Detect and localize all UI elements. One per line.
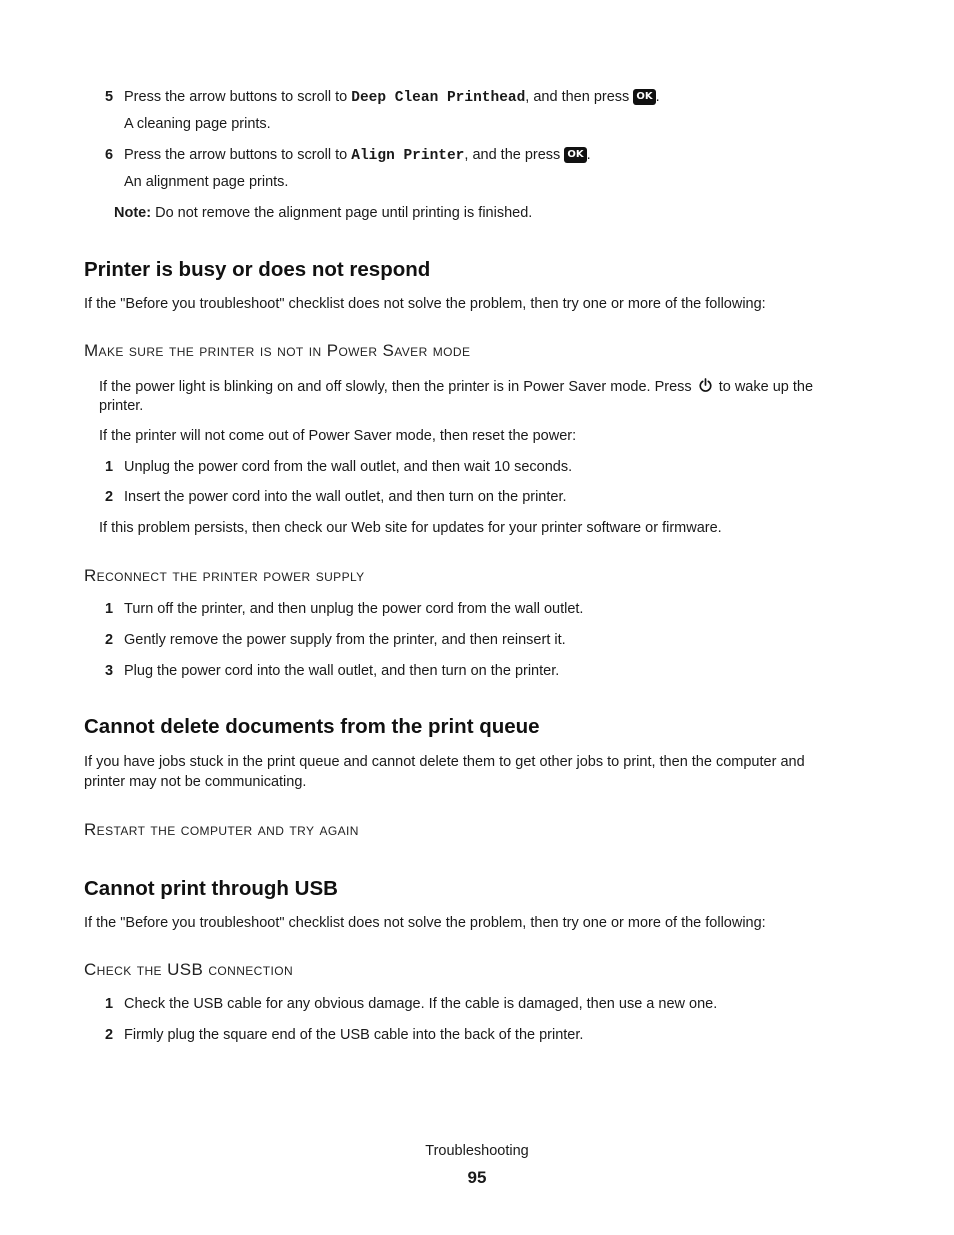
- section-intro: printer may not be communicating.: [84, 774, 307, 790]
- step-number: 5: [105, 89, 114, 105]
- step-6: 6 Press the arrow buttons to scroll to Align Printer, and the press OK .: [105, 147, 591, 164]
- subsection-title: Make sure the printer is not in Power Saver mode: [84, 341, 471, 360]
- power-icon: [698, 378, 713, 393]
- section-intro: If the "Before you troubleshoot" checklist does not solve the problem, then try one or more of the following:: [84, 915, 766, 931]
- menu-option-code: Deep Clean Printhead: [351, 90, 526, 106]
- step-result: An alignment page prints.: [124, 174, 289, 190]
- list-item: [105, 487, 567, 507]
- list-item: [105, 599, 583, 619]
- ok-button-icon: OK: [633, 89, 655, 105]
- step-number: 2: [105, 1027, 114, 1043]
- step-number: 3: [105, 663, 114, 679]
- ok-button-icon: OK: [564, 147, 586, 163]
- step-number: 2: [105, 489, 114, 505]
- step-number: 1: [105, 459, 114, 475]
- step-number: 2: [105, 632, 114, 648]
- note: [114, 203, 532, 223]
- step-text: Turn off the printer, and then unplug the power cord from the wall outlet.: [124, 601, 584, 617]
- section-title: Printer is busy or does not respond: [84, 258, 431, 281]
- subsection-title: Check the USB connection: [84, 960, 294, 979]
- step-text: Plug the power cord into the wall outlet, and then turn on the printer.: [124, 663, 560, 679]
- paragraph: If the power light is blinking on and off slowly, then the printer is in Power Saver mode. Press to wake up the: [99, 379, 814, 395]
- step-number: 6: [105, 147, 114, 163]
- step-result: A cleaning page prints.: [124, 116, 271, 132]
- list-item: [105, 994, 717, 1014]
- list-item: [105, 630, 566, 650]
- section-title: Cannot print through USB: [84, 877, 338, 900]
- section-intro: If you have jobs stuck in the print queue and cannot delete them to get other jobs to print, then the computer and: [84, 754, 805, 770]
- step-text: Insert the power cord into the wall outlet, and then turn on the printer.: [124, 489, 567, 505]
- paragraph: If this problem persists, then check our Web site for updates for your printer software or firmware.: [99, 520, 722, 536]
- step-number: 1: [105, 996, 114, 1012]
- section-title: Cannot delete documents from the print queue: [84, 715, 540, 738]
- list-item: [105, 457, 572, 477]
- step-text: Press the arrow buttons to scroll to: [124, 89, 352, 105]
- step-number: 1: [105, 601, 114, 617]
- step-text: Check the USB cable for any obvious damage. If the cable is damaged, then use a new one.: [124, 996, 718, 1012]
- note-text: Do not remove the alignment page until printing is finished.: [151, 205, 533, 221]
- subsection-title: Restart the computer and try again: [84, 820, 359, 839]
- step-5: 5 Press the arrow buttons to scroll to Deep Clean Printhead, and then press OK .: [105, 89, 660, 106]
- step-text: Gently remove the power supply from the printer, and then reinsert it.: [124, 632, 566, 648]
- list-item: [105, 1025, 583, 1045]
- list-item: [105, 661, 559, 681]
- note-label: Note:: [114, 205, 152, 221]
- paragraph: printer.: [99, 398, 144, 414]
- page-number: 95: [467, 1168, 487, 1187]
- menu-option-code: Align Printer: [351, 148, 465, 164]
- subsection-title: Reconnect the printer power supply: [84, 566, 365, 585]
- step-text: Press the arrow buttons to scroll to: [124, 147, 352, 163]
- paragraph: If the printer will not come out of Power Saver mode, then reset the power:: [99, 428, 577, 444]
- step-text: Firmly plug the square end of the USB cable into the back of the printer.: [124, 1027, 584, 1043]
- section-intro: If the "Before you troubleshoot" checklist does not solve the problem, then try one or more of the following:: [84, 296, 766, 312]
- step-text: Unplug the power cord from the wall outlet, and then wait 10 seconds.: [124, 459, 573, 475]
- footer-section-name: Troubleshooting: [425, 1143, 529, 1159]
